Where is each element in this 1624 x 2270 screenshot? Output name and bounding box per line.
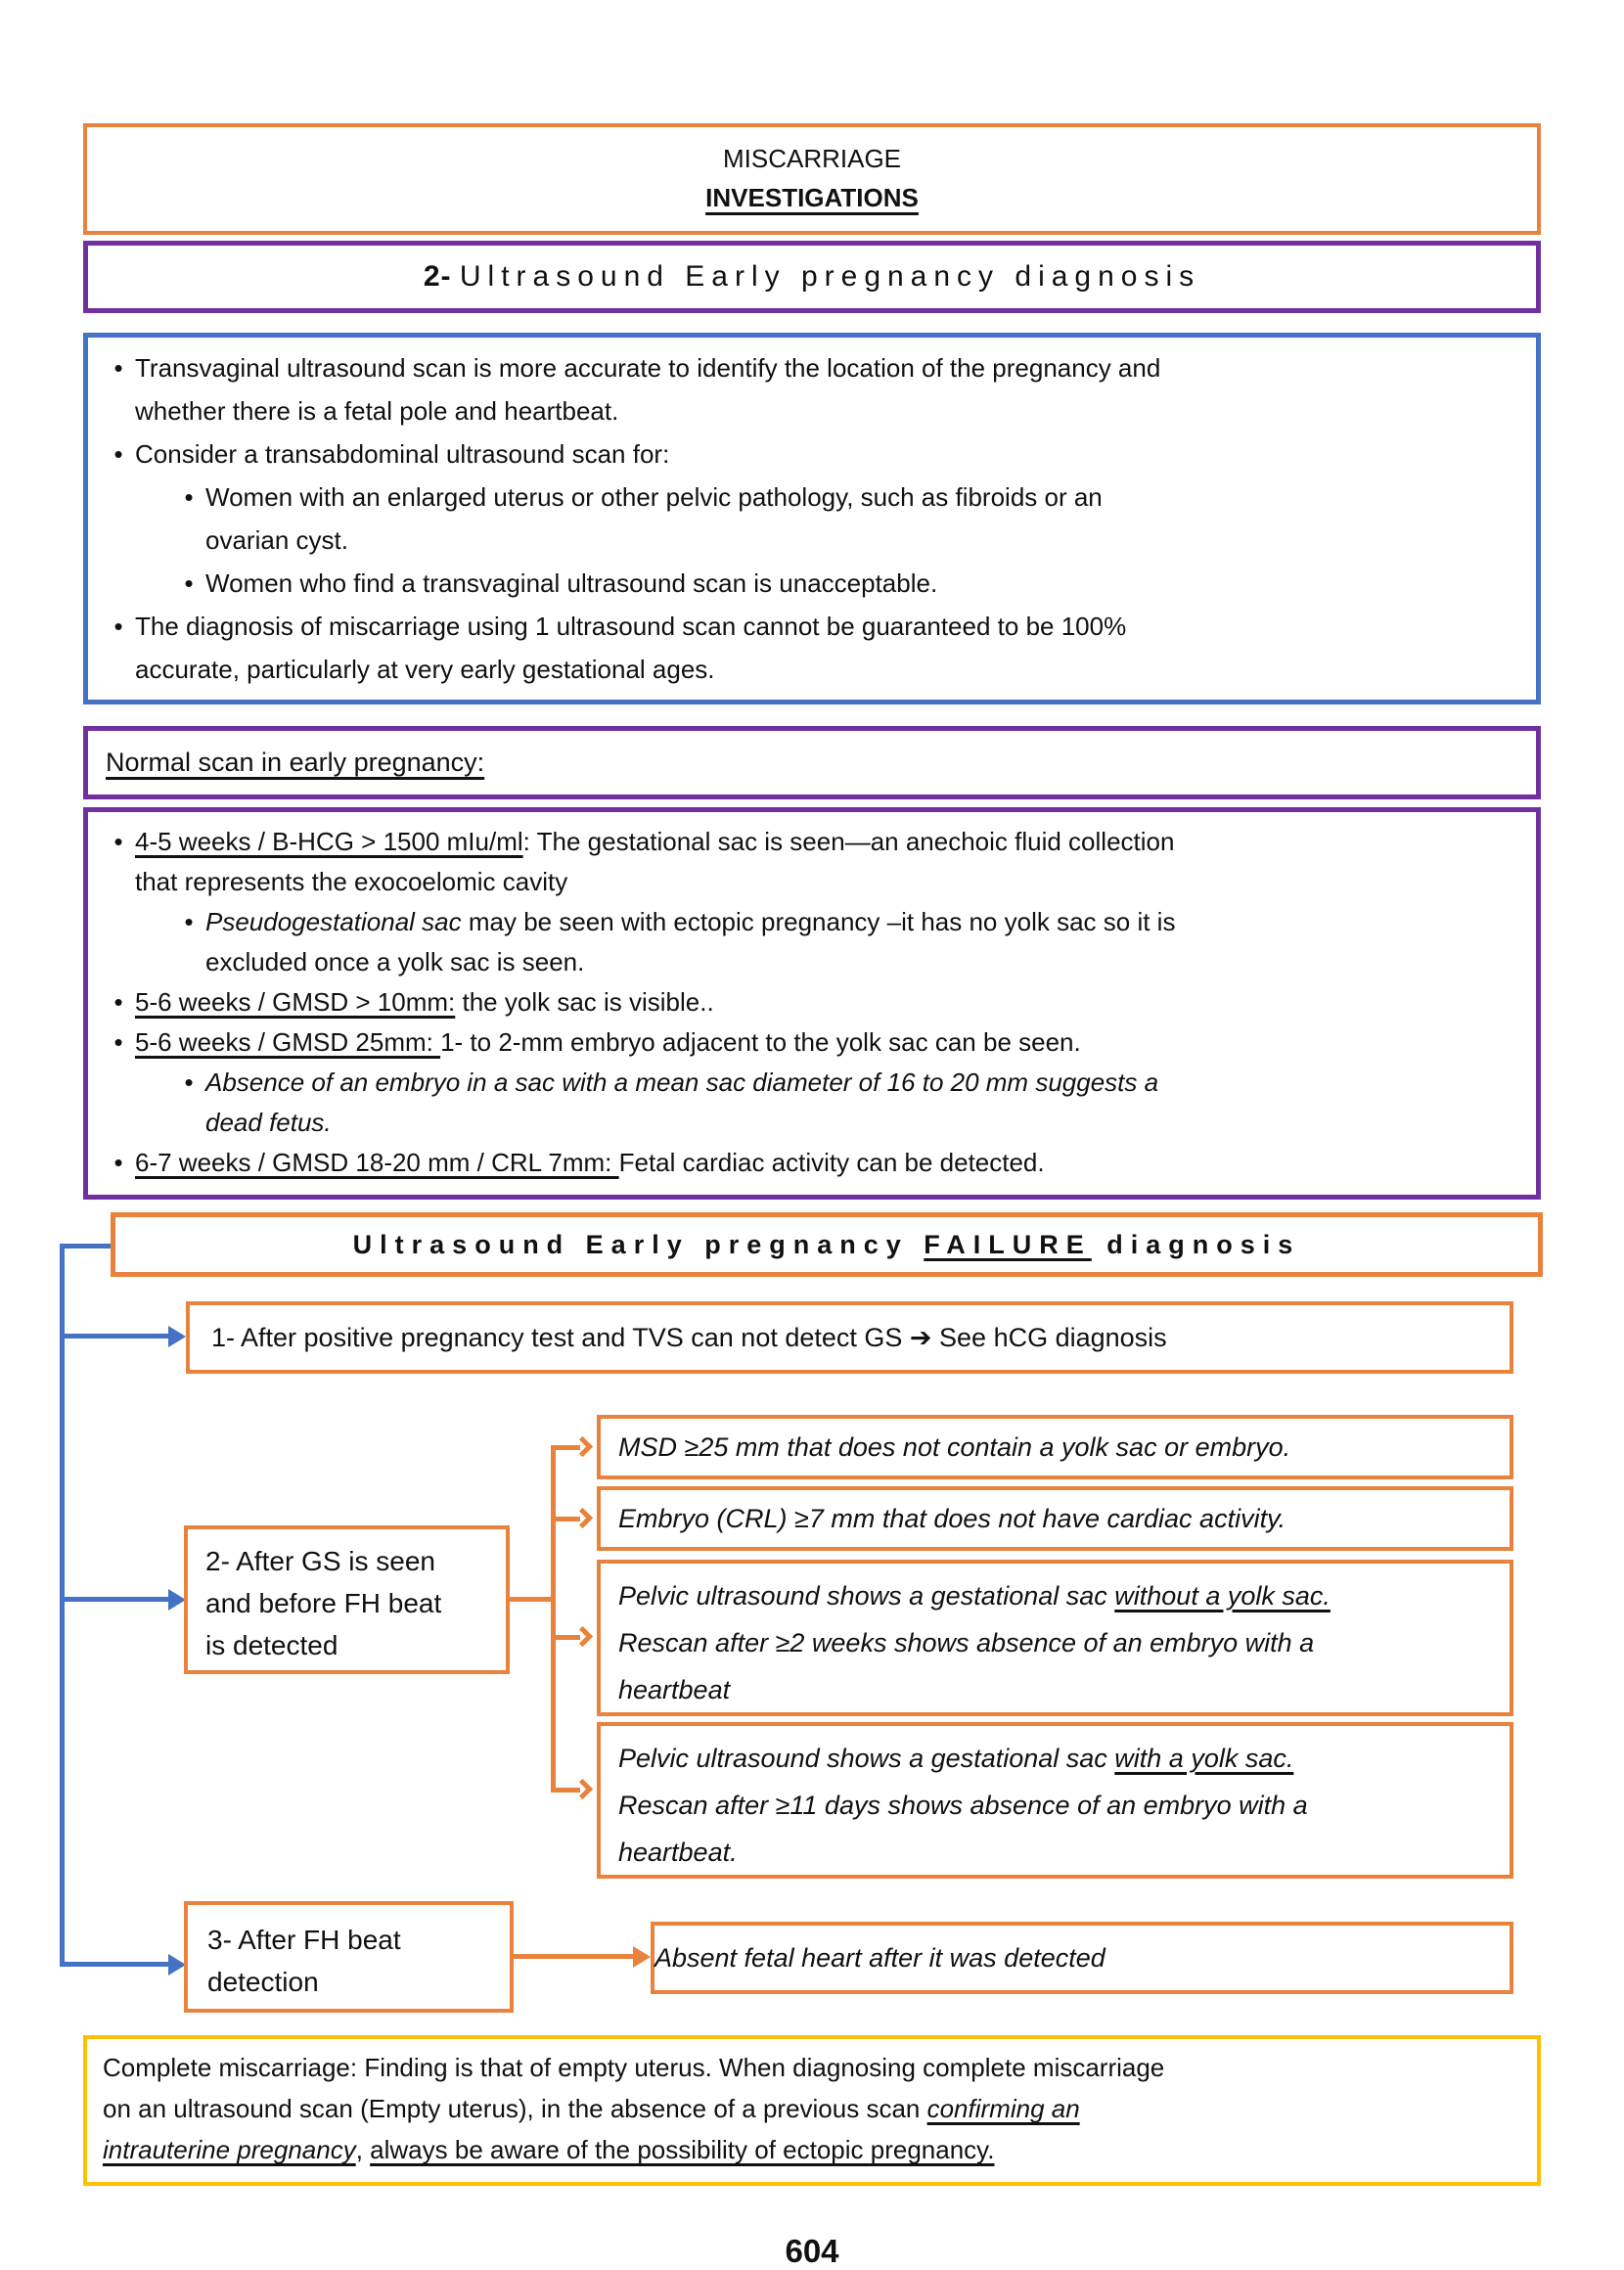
- text-run: Consider a transabdominal ultrasound scan for:: [135, 439, 670, 469]
- bullet-marker: •: [113, 987, 123, 1017]
- text-run: diagnosis: [1091, 1229, 1301, 1259]
- section-title-box: [83, 241, 1541, 313]
- absent-fetal-heart-text: [654, 1943, 1105, 1974]
- text-run: is detected: [205, 1630, 338, 1660]
- flow-connector-outcomes-vertical: [551, 1445, 556, 1793]
- bullet-item: [88, 605, 1516, 691]
- text-run: intrauterine pregnancy: [103, 2135, 356, 2164]
- bullet-marker: •: [113, 439, 123, 469]
- text-run: 1- to 2-mm embryo adjacent to the yolk sac can be seen.: [440, 1027, 1081, 1057]
- bullet-text: [135, 346, 1516, 432]
- normal-scan-heading: Normal scan in early pregnancy:: [106, 748, 485, 777]
- failure-step1-box: [186, 1301, 1513, 1374]
- flow-connector-absent: [514, 1954, 633, 1959]
- header-subtitle: INVESTIGATIONS: [705, 183, 919, 212]
- bullet-text: [135, 982, 1516, 1022]
- bullet-text: [205, 902, 1516, 982]
- bullet-item: [88, 1143, 1516, 1183]
- text-run: whether there is a fetal pole and heartbeat.: [135, 396, 619, 426]
- flow-connector-step3: [60, 1962, 169, 1967]
- bullet-text: [135, 605, 1516, 691]
- bullet-text: [135, 1022, 1516, 1063]
- text-run: ovarian cyst.: [205, 525, 348, 555]
- text-run: See hCG diagnosis: [931, 1322, 1167, 1352]
- text-run: ,: [355, 2135, 371, 2164]
- page-number: 604: [785, 2233, 839, 2269]
- bullet-item: [88, 982, 1516, 1022]
- text-run: The diagnosis of miscarriage using 1 ultrasound scan cannot be guaranteed to be 100%: [135, 612, 1127, 641]
- text-run: Embryo (CRL) ≥7 mm that does not have cardiac activity.: [618, 1503, 1286, 1533]
- bullet-marker: •: [184, 1067, 194, 1097]
- text-run: and before FH beat: [205, 1588, 442, 1618]
- outcome-with-yolk-sac-text: [618, 1744, 1308, 1867]
- text-run: may be seen with ectopic pregnancy –it has no yolk sac so it is: [461, 907, 1176, 936]
- text-run: 4-5 weeks / B-HCG > 1500 mIu/ml: [135, 827, 523, 856]
- complete-miscarriage-text: [103, 2047, 1521, 2170]
- text-run: dead fetus.: [205, 1108, 332, 1137]
- text-run: Pelvic ultrasound shows a gestational sac: [618, 1581, 1115, 1611]
- arrowhead-step1-icon: [168, 1326, 186, 1347]
- bullet-item: [88, 1022, 1516, 1063]
- text-run: excluded once a yolk sac is seen.: [205, 947, 585, 976]
- text-run: Complete miscarriage: Finding is that of empty uterus. When diagnosing complete miscarriage: [103, 2053, 1165, 2082]
- bullet-marker: •: [113, 1027, 123, 1057]
- bullet-marker: •: [113, 353, 123, 383]
- text-run: : The gestational sac is seen—an anechoic fluid collection: [522, 827, 1175, 856]
- text-run: Rescan after ≥11 days shows absence of an embryo with a: [618, 1791, 1308, 1820]
- text-run: detection: [207, 1967, 319, 1997]
- outcome-msd-text: [618, 1432, 1290, 1463]
- text-run: always be aware of the possibility of ectopic pregnancy.: [370, 2135, 995, 2164]
- ultrasound-intro-box: [83, 333, 1541, 704]
- text-run: 2- After GS is seen: [205, 1546, 435, 1576]
- text-run: confirming an: [926, 2094, 1080, 2123]
- text-run: Ultrasound Early pregnancy: [352, 1229, 925, 1259]
- bullet-marker: •: [184, 907, 194, 936]
- flow-connector-header-stub: [60, 1244, 113, 1248]
- text-run: without a yolk sac.: [1114, 1581, 1331, 1611]
- bullet-text: [135, 822, 1516, 902]
- section-title: Ultrasound Early pregnancy diagnosis: [459, 260, 1201, 293]
- text-run: 6-7 weeks / GMSD 18-20 mm / CRL 7mm:: [135, 1148, 619, 1177]
- failure-step2-box: [184, 1525, 510, 1674]
- section-number: 2-: [423, 260, 452, 293]
- flow-connector-vertical: [60, 1244, 65, 1966]
- text-run: Transvaginal ultrasound scan is more accurate to identify the location of the pregnancy and: [135, 353, 1161, 383]
- miscarriage-header-box: [83, 123, 1541, 235]
- bullet-item: [88, 562, 1516, 605]
- failure-heading-box: [111, 1212, 1543, 1277]
- text-run: Pseudogestational sac: [205, 907, 462, 936]
- text-run: FAILURE: [924, 1229, 1092, 1259]
- outcome-msd-box: [597, 1415, 1513, 1479]
- bullet-item: [88, 346, 1516, 432]
- bullet-marker: •: [184, 568, 194, 598]
- text-run: the yolk sac is visible..: [455, 987, 714, 1017]
- text-run: Fetal cardiac activity can be detected.: [618, 1148, 1045, 1177]
- complete-miscarriage-box: [83, 2035, 1541, 2186]
- text-run: heartbeat.: [618, 1838, 738, 1867]
- flow-connector-step2-out: [510, 1597, 555, 1602]
- failure-step2-text: [205, 1546, 441, 1660]
- bullet-text: [205, 476, 1516, 562]
- text-run: Women who find a transvaginal ultrasound scan is unacceptable.: [205, 568, 938, 598]
- text-run: on an ultrasound scan (Empty uterus), in the absence of a previous scan: [103, 2094, 927, 2123]
- flow-connector-step2: [60, 1597, 169, 1602]
- text-run: 5-6 weeks / GMSD 25mm:: [135, 1027, 441, 1057]
- bullet-marker: •: [184, 482, 194, 512]
- failure-step3-box: [184, 1901, 514, 2013]
- bullet-text: [135, 1143, 1516, 1183]
- arrowhead-absent-icon: [633, 1946, 651, 1968]
- failure-flowchart: [0, 1200, 1624, 2023]
- bullet-item: [88, 476, 1516, 562]
- bullet-item: [88, 902, 1516, 982]
- outcome-crl-text: [618, 1504, 1286, 1534]
- outcome-without-yolk-sac-text: [618, 1581, 1331, 1704]
- absent-fetal-heart-box: [651, 1922, 1513, 1994]
- bullet-marker: •: [113, 827, 123, 856]
- bullet-marker: •: [113, 612, 123, 641]
- outcome-without-yolk-sac-box: [597, 1560, 1513, 1716]
- right-arrow-glyph: ➔: [909, 1322, 932, 1352]
- bullet-text: [135, 432, 1516, 476]
- bullet-text: [205, 562, 1516, 605]
- normal-scan-heading-box: [83, 726, 1541, 799]
- text-run: MSD ≥25 mm that does not contain a yolk sac or embryo.: [618, 1431, 1291, 1462]
- outcome-with-yolk-sac-box: [597, 1722, 1513, 1879]
- bullet-text: [205, 1063, 1516, 1143]
- text-run: Absent fetal heart after it was detected: [654, 1942, 1105, 1973]
- outcome-crl-box: [597, 1486, 1513, 1551]
- text-run: that represents the exocoelomic cavity: [135, 867, 568, 896]
- text-run: accurate, particularly at very early gestational ages.: [135, 655, 715, 684]
- normal-scan-box: [83, 807, 1541, 1200]
- bullet-marker: •: [113, 1148, 123, 1177]
- arrowhead-outcome-b-icon: [572, 1508, 593, 1528]
- arrowhead-outcome-a-icon: [572, 1436, 593, 1457]
- bullet-item: [88, 432, 1516, 476]
- failure-step3-text: [207, 1925, 401, 1997]
- text-run: Women with an enlarged uterus or other pelvic pathology, such as fibroids or an: [205, 482, 1103, 512]
- failure-heading: [353, 1230, 1301, 1260]
- flow-connector-step1: [60, 1334, 169, 1339]
- text-run: 5-6 weeks / GMSD > 10mm:: [135, 987, 456, 1017]
- text-run: 1- After positive pregnancy test and TVS can not detect GS: [211, 1322, 910, 1352]
- header-title: MISCARRIAGE: [722, 144, 902, 173]
- bullet-item: [88, 822, 1516, 902]
- text-run: heartbeat: [618, 1675, 731, 1704]
- bullet-item: [88, 1063, 1516, 1143]
- text-run: Pelvic ultrasound shows a gestational sac: [618, 1744, 1115, 1773]
- text-run: 3- After FH beat: [207, 1925, 401, 1955]
- arrowhead-outcome-c-icon: [572, 1626, 593, 1647]
- text-run: Rescan after ≥2 weeks shows absence of an embryo with a: [618, 1628, 1315, 1657]
- text-run: Absence of an embryo in a sac with a mean sac diameter of 16 to 20 mm suggests a: [205, 1067, 1159, 1097]
- failure-step1-text: [211, 1323, 1167, 1353]
- arrowhead-outcome-d-icon: [572, 1779, 593, 1799]
- text-run: with a yolk sac.: [1114, 1744, 1294, 1773]
